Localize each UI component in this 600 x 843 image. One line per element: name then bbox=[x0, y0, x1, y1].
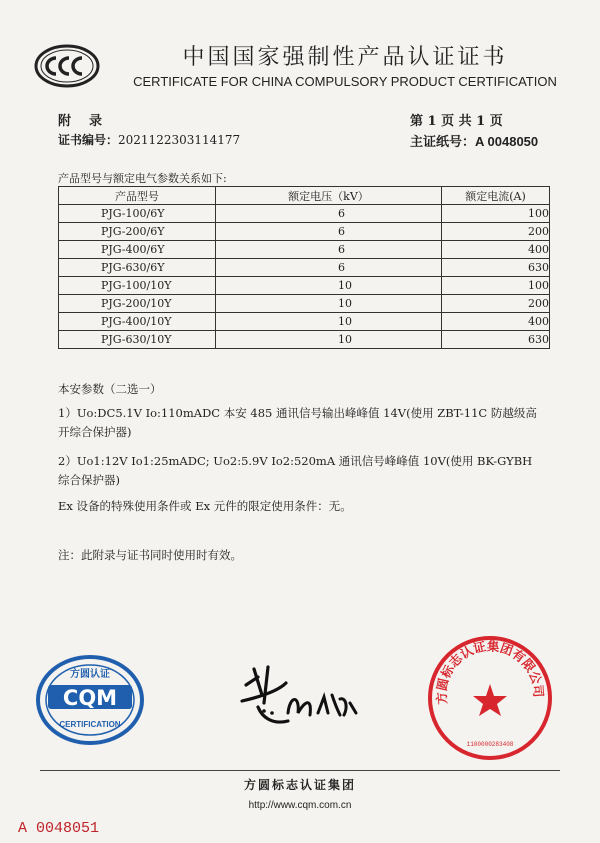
cell-voltage: 6 bbox=[215, 259, 441, 277]
cell-model: PJG-630/6Y bbox=[59, 259, 216, 277]
footer-website: http://www.cqm.com.cn bbox=[248, 800, 352, 811]
page-info: 第 1 页 共 1 页 bbox=[410, 114, 503, 129]
cell-current: 100 bbox=[442, 205, 550, 223]
cqm-certification-logo-icon bbox=[36, 655, 144, 745]
cert-no-label: 证书编号： bbox=[58, 133, 119, 147]
cell-voltage: 10 bbox=[215, 295, 441, 313]
footer-divider bbox=[40, 770, 560, 771]
table-header-row bbox=[59, 187, 550, 205]
cell-model: PJG-630/10Y bbox=[59, 331, 216, 349]
validity-note: 注：此附录与证书同时使用时有效。 bbox=[58, 548, 242, 562]
param-item-2 bbox=[58, 452, 558, 490]
param-item-1-line2: 开综合保护器) bbox=[58, 425, 132, 439]
cell-voltage: 10 bbox=[215, 277, 441, 295]
cell-voltage: 6 bbox=[215, 205, 441, 223]
cell-model: PJG-100/10Y bbox=[59, 277, 216, 295]
table-intro: 产品型号与额定电气参数关系如下: bbox=[58, 172, 227, 185]
cell-voltage: 6 bbox=[215, 241, 441, 259]
cell-current: 400 bbox=[442, 241, 550, 259]
svg-text:方圆标志认证集团有限公司: 方圆标志认证集团有限公司 bbox=[433, 638, 547, 705]
svg-text:CERTIFICATION: CERTIFICATION bbox=[59, 720, 121, 729]
certificate-number bbox=[58, 131, 240, 148]
cell-current: 400 bbox=[442, 313, 550, 331]
table-row bbox=[59, 241, 550, 259]
table-row bbox=[59, 259, 550, 277]
param-item-2-line1: 2）Uo1:12V Io1:25mADC; Uo2:5.9V Io2:520mA 通讯信号峰峰值 10V(使用 BK-GYBH bbox=[58, 454, 533, 468]
cell-voltage: 10 bbox=[215, 331, 441, 349]
cell-model: PJG-200/6Y bbox=[59, 223, 216, 241]
annex-label: 附录 bbox=[58, 114, 121, 129]
cell-model: PJG-400/10Y bbox=[59, 313, 216, 331]
svg-text:CQM: CQM bbox=[62, 686, 118, 710]
main-certificate-number bbox=[410, 131, 538, 150]
cell-voltage: 10 bbox=[215, 313, 441, 331]
cell-model: PJG-400/6Y bbox=[59, 241, 216, 259]
cell-current: 630 bbox=[442, 259, 550, 277]
param-item-1-line1: 1）Uo:DC5.1V Io:110mADC 本安 485 通讯信号输出峰峰值 14V(使用 ZBT-11C 防越级高 bbox=[58, 406, 537, 420]
certificate-title-cn: 中国国家强制性产品认证证书 bbox=[182, 45, 508, 70]
cell-current: 100 bbox=[442, 277, 550, 295]
cell-model: PJG-200/10Y bbox=[59, 295, 216, 313]
table-row bbox=[59, 295, 550, 313]
params-heading: 本安参数（二选一） bbox=[58, 382, 162, 396]
svg-text:1100000283408: 1100000283408 bbox=[466, 741, 514, 748]
ccc-logo-icon bbox=[34, 44, 100, 88]
main-cert-value: A 0048050 bbox=[475, 134, 539, 149]
param-item-2-line2: 综合保护器) bbox=[58, 473, 120, 487]
signature-icon bbox=[228, 655, 378, 735]
table-row bbox=[59, 223, 550, 241]
header-current: 额定电流(A) bbox=[442, 187, 550, 205]
footer-organization: 方圆标志认证集团 bbox=[243, 778, 356, 792]
ex-conditions: Ex 设备的特殊使用条件或 Ex 元件的限定使用条件：无。 bbox=[58, 499, 352, 513]
cell-current: 630 bbox=[442, 331, 550, 349]
company-seal-icon bbox=[425, 634, 555, 762]
svg-text:方圆认证: 方圆认证 bbox=[70, 669, 110, 680]
serial-number: A 0048051 bbox=[18, 820, 100, 837]
certificate-title-en: CERTIFICATE FOR CHINA COMPULSORY PRODUCT CERTIFICATION bbox=[133, 74, 557, 89]
cell-model: PJG-100/6Y bbox=[59, 205, 216, 223]
param-item-1 bbox=[58, 404, 558, 442]
cell-current: 200 bbox=[442, 223, 550, 241]
table-row bbox=[59, 313, 550, 331]
main-cert-label: 主证纸号： bbox=[410, 135, 476, 150]
cell-voltage: 6 bbox=[215, 223, 441, 241]
rating-table bbox=[58, 186, 550, 349]
cell-current: 200 bbox=[442, 295, 550, 313]
table-row bbox=[59, 277, 550, 295]
header-model: 产品型号 bbox=[59, 187, 216, 205]
table-row bbox=[59, 205, 550, 223]
table-row bbox=[59, 331, 550, 349]
cert-no-value: 2021122303114177 bbox=[118, 133, 241, 147]
header-voltage: 额定电压（kV） bbox=[215, 187, 441, 205]
